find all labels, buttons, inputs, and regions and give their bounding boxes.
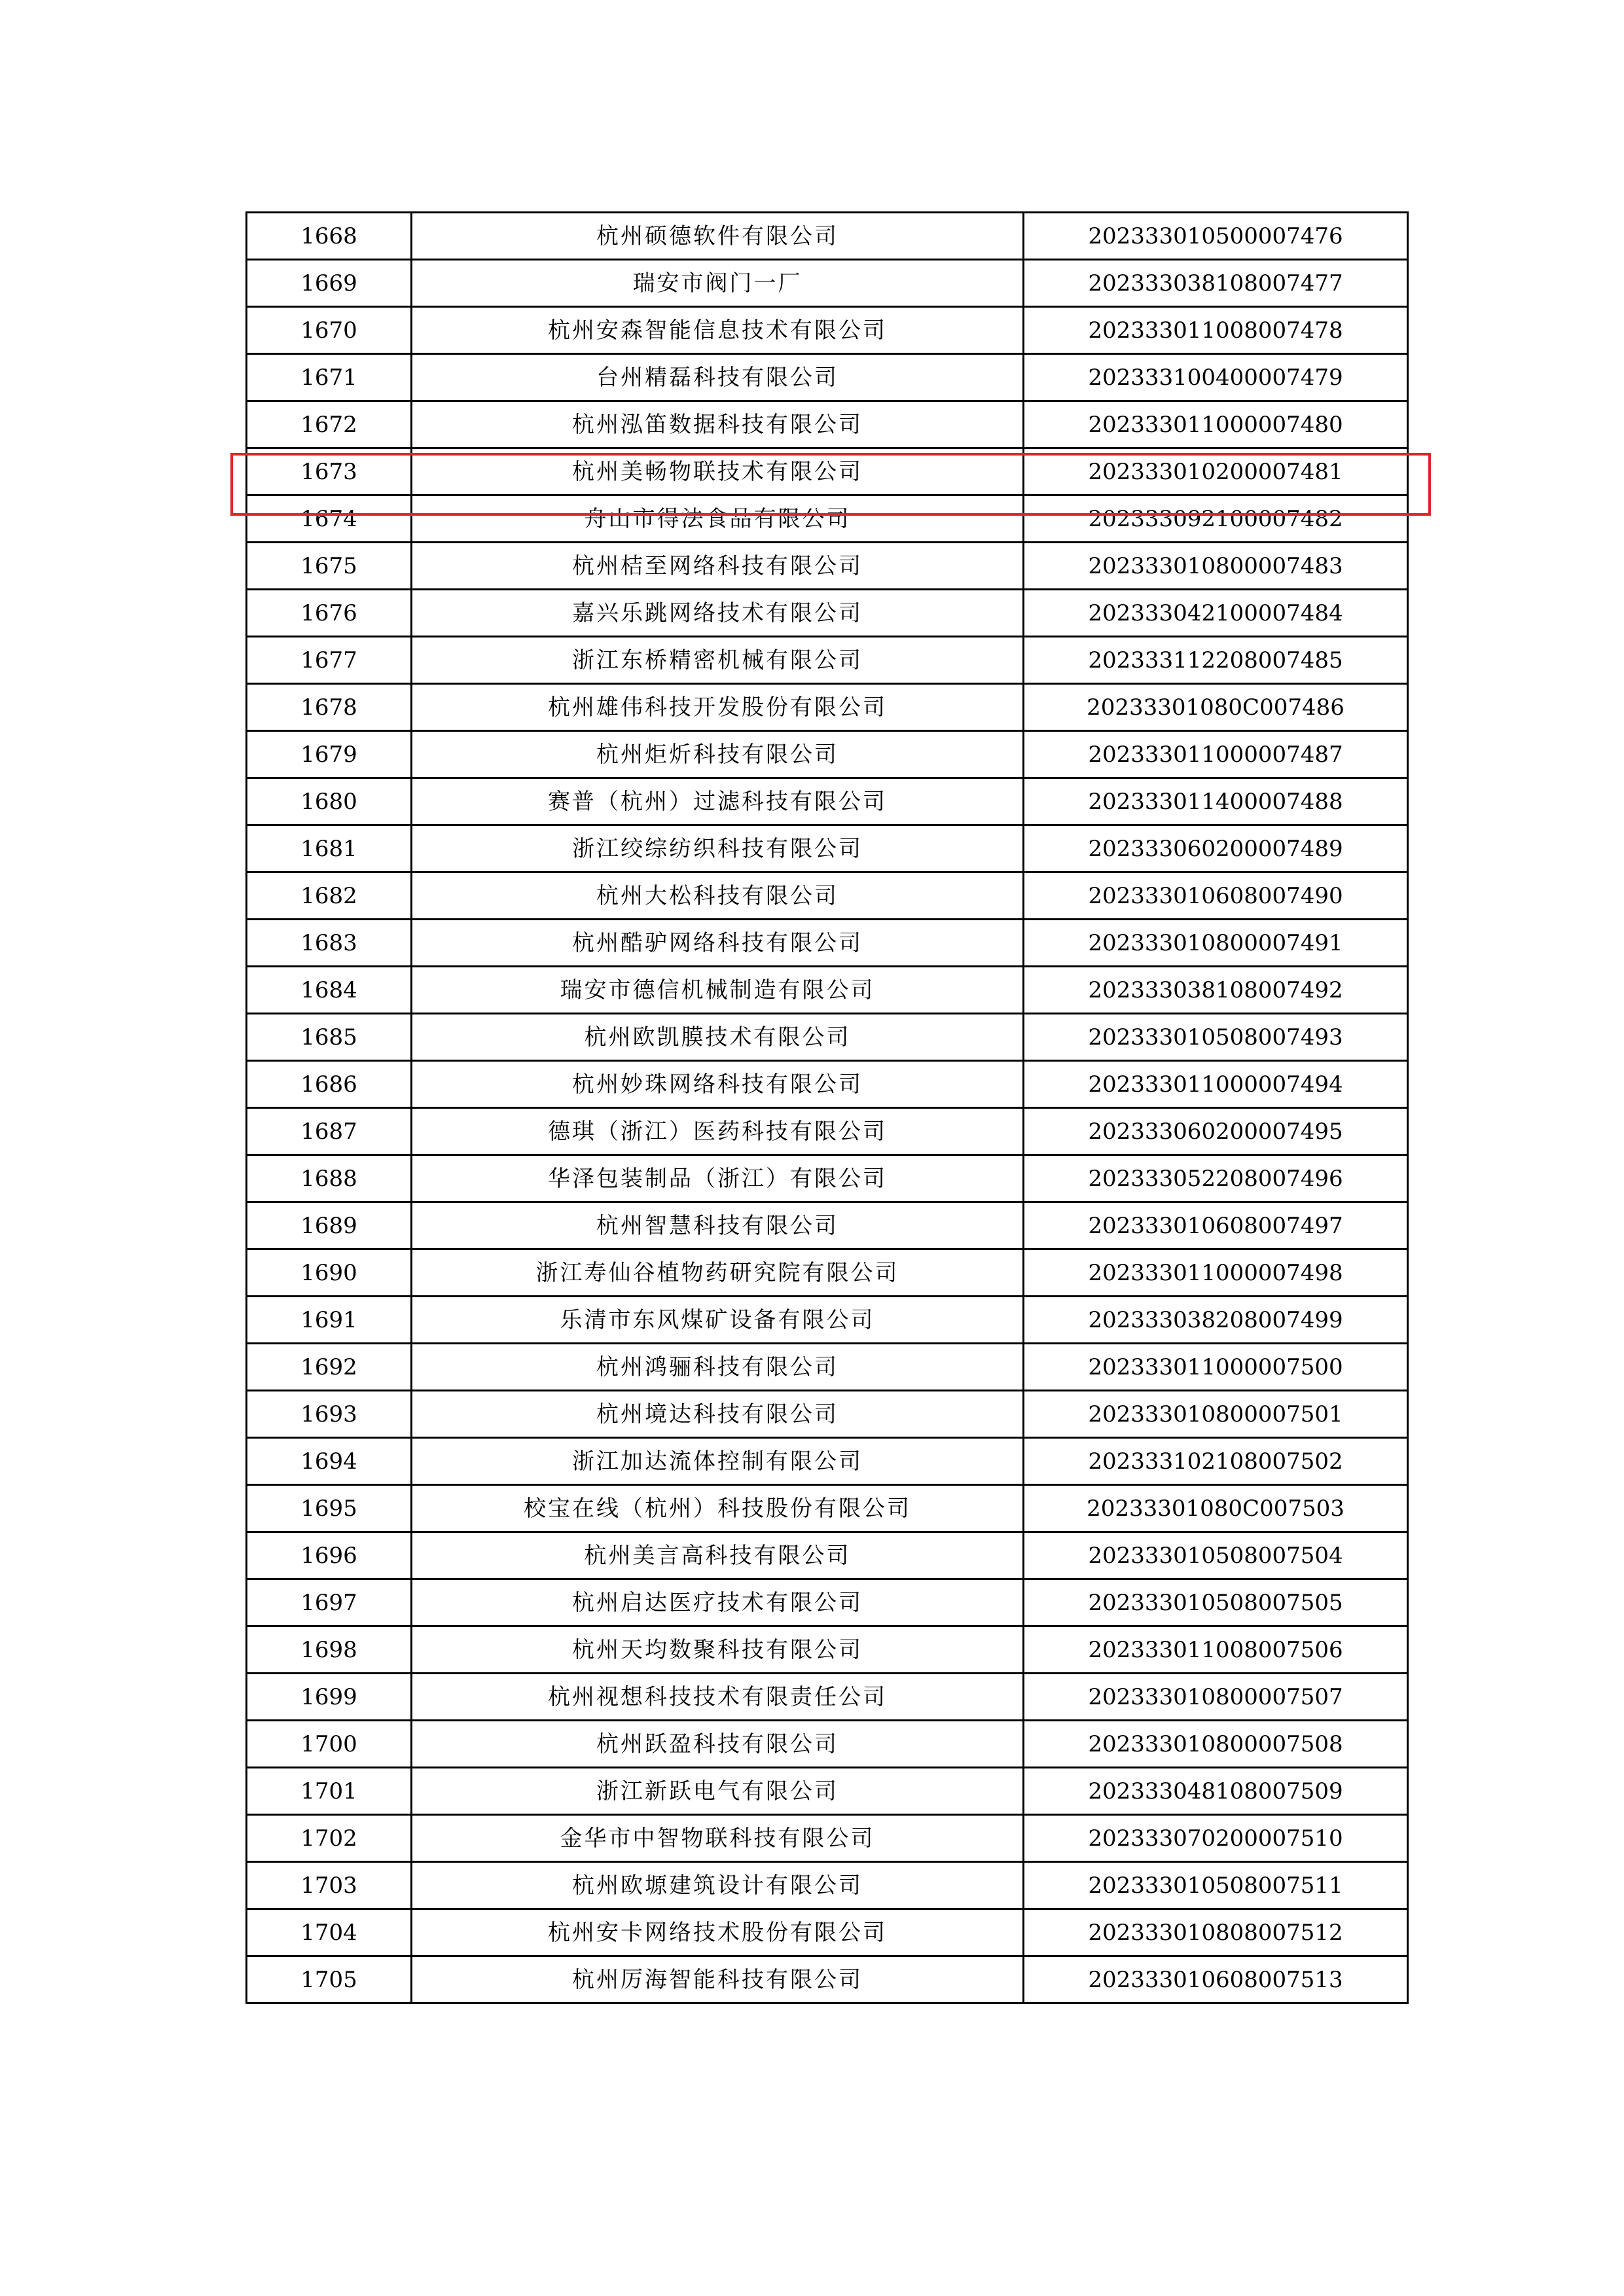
registration-code-cell: 202333011000007494: [1024, 1061, 1408, 1108]
registration-code-cell: 202333010608007497: [1024, 1202, 1408, 1249]
company-name-cell: 杭州鸿骊科技有限公司: [412, 1344, 1024, 1391]
company-name-cell: 嘉兴乐跳网络技术有限公司: [412, 590, 1024, 637]
table-row: [247, 1674, 1408, 1721]
table-row: [247, 1721, 1408, 1768]
table-row: [247, 1532, 1408, 1579]
table-row: [247, 1014, 1408, 1061]
row-number-cell: 1702: [247, 1815, 412, 1862]
table-row: [247, 1485, 1408, 1532]
registry-table-container: [245, 211, 1407, 2004]
table-row: [247, 1909, 1408, 1956]
table-row: [247, 778, 1408, 825]
company-name-cell: 杭州酷驴网络科技有限公司: [412, 920, 1024, 967]
company-name-cell: 舟山市得法食品有限公司: [412, 495, 1024, 543]
registration-code-cell: 202333010800007483: [1024, 543, 1408, 590]
company-name-cell: 杭州美畅物联技术有限公司: [412, 448, 1024, 495]
table-row: [247, 213, 1408, 260]
company-name-cell: 杭州安卡网络技术股份有限公司: [412, 1909, 1024, 1956]
row-number-cell: 1670: [247, 307, 412, 354]
row-number-cell: 1682: [247, 872, 412, 920]
registration-code-cell: 202333010800007501: [1024, 1391, 1408, 1438]
company-name-cell: 杭州启达医疗技术有限公司: [412, 1579, 1024, 1626]
row-number-cell: 1681: [247, 825, 412, 872]
company-name-cell: 金华市中智物联科技有限公司: [412, 1815, 1024, 1862]
row-number-cell: 1692: [247, 1344, 412, 1391]
company-name-cell: 浙江东桥精密机械有限公司: [412, 637, 1024, 684]
table-row: [247, 1249, 1408, 1297]
registration-code-cell: 20233301080C007503: [1024, 1485, 1408, 1532]
table-row: [247, 1862, 1408, 1909]
company-name-cell: 校宝在线（杭州）科技股份有限公司: [412, 1485, 1024, 1532]
row-number-cell: 1684: [247, 967, 412, 1014]
row-number-cell: 1705: [247, 1956, 412, 2003]
registration-code-cell: 202333038108007492: [1024, 967, 1408, 1014]
registration-code-cell: 202333011000007500: [1024, 1344, 1408, 1391]
table-row: [247, 1344, 1408, 1391]
table-row: [247, 1579, 1408, 1626]
table-row: [247, 1202, 1408, 1249]
registration-code-cell: 202333010508007504: [1024, 1532, 1408, 1579]
table-row: [247, 1108, 1408, 1155]
registration-code-cell: 202333102108007502: [1024, 1438, 1408, 1485]
company-name-cell: 杭州境达科技有限公司: [412, 1391, 1024, 1438]
company-name-cell: 杭州智慧科技有限公司: [412, 1202, 1024, 1249]
company-name-cell: 华泽包装制品（浙江）有限公司: [412, 1155, 1024, 1202]
table-row: [247, 260, 1408, 307]
registration-code-cell: 202333038208007499: [1024, 1297, 1408, 1344]
row-number-cell: 1689: [247, 1202, 412, 1249]
row-number-cell: 1673: [247, 448, 412, 495]
registration-code-cell: 202333038108007477: [1024, 260, 1408, 307]
registration-code-cell: 202333060200007495: [1024, 1108, 1408, 1155]
table-row: [247, 307, 1408, 354]
row-number-cell: 1676: [247, 590, 412, 637]
registration-code-cell: 202333092100007482: [1024, 495, 1408, 543]
table-row: [247, 354, 1408, 401]
table-row: [247, 1815, 1408, 1862]
registration-code-cell: 202333011000007487: [1024, 731, 1408, 778]
company-name-cell: 瑞安市德信机械制造有限公司: [412, 967, 1024, 1014]
company-name-cell: 杭州跃盈科技有限公司: [412, 1721, 1024, 1768]
table-row: [247, 684, 1408, 731]
registry-table: [245, 211, 1409, 2004]
table-row: [247, 731, 1408, 778]
row-number-cell: 1679: [247, 731, 412, 778]
table-row: [247, 637, 1408, 684]
row-number-cell: 1695: [247, 1485, 412, 1532]
row-number-cell: 1703: [247, 1862, 412, 1909]
registration-code-cell: 202333112208007485: [1024, 637, 1408, 684]
registration-code-cell: 202333010508007493: [1024, 1014, 1408, 1061]
company-name-cell: 台州精磊科技有限公司: [412, 354, 1024, 401]
registration-code-cell: 202333010500007476: [1024, 213, 1408, 260]
registration-code-cell: 202333010608007490: [1024, 872, 1408, 920]
row-number-cell: 1700: [247, 1721, 412, 1768]
registration-code-cell: 202333010808007512: [1024, 1909, 1408, 1956]
registration-code-cell: 202333010800007507: [1024, 1674, 1408, 1721]
row-number-cell: 1691: [247, 1297, 412, 1344]
registration-code-cell: 202333048108007509: [1024, 1768, 1408, 1815]
row-number-cell: 1671: [247, 354, 412, 401]
row-number-cell: 1680: [247, 778, 412, 825]
company-name-cell: 浙江加达流体控制有限公司: [412, 1438, 1024, 1485]
table-row: [247, 590, 1408, 637]
table-row: [247, 1061, 1408, 1108]
registration-code-cell: 202333042100007484: [1024, 590, 1408, 637]
registry-table-body: [247, 213, 1408, 2003]
table-row: [247, 920, 1408, 967]
row-number-cell: 1677: [247, 637, 412, 684]
row-number-cell: 1675: [247, 543, 412, 590]
registration-code-cell: 202333010608007513: [1024, 1956, 1408, 2003]
row-number-cell: 1683: [247, 920, 412, 967]
row-number-cell: 1699: [247, 1674, 412, 1721]
company-name-cell: 杭州视想科技技术有限责任公司: [412, 1674, 1024, 1721]
registration-code-cell: 202333011000007480: [1024, 401, 1408, 448]
company-name-cell: 浙江新跃电气有限公司: [412, 1768, 1024, 1815]
company-name-cell: 杭州妙珠网络科技有限公司: [412, 1061, 1024, 1108]
registration-code-cell: 202333060200007489: [1024, 825, 1408, 872]
company-name-cell: 杭州硕德软件有限公司: [412, 213, 1024, 260]
table-row: [247, 1297, 1408, 1344]
company-name-cell: 德琪（浙江）医药科技有限公司: [412, 1108, 1024, 1155]
row-number-cell: 1674: [247, 495, 412, 543]
company-name-cell: 杭州安森智能信息技术有限公司: [412, 307, 1024, 354]
row-number-cell: 1693: [247, 1391, 412, 1438]
company-name-cell: 杭州欧塬建筑设计有限公司: [412, 1862, 1024, 1909]
company-name-cell: 瑞安市阀门一厂: [412, 260, 1024, 307]
row-number-cell: 1698: [247, 1626, 412, 1674]
registration-code-cell: 202333011000007498: [1024, 1249, 1408, 1297]
row-number-cell: 1704: [247, 1909, 412, 1956]
row-number-cell: 1685: [247, 1014, 412, 1061]
table-row: [247, 967, 1408, 1014]
company-name-cell: 浙江绞综纺织科技有限公司: [412, 825, 1024, 872]
company-name-cell: 杭州欧凯膜技术有限公司: [412, 1014, 1024, 1061]
row-number-cell: 1688: [247, 1155, 412, 1202]
table-row: [247, 1768, 1408, 1815]
company-name-cell: 浙江寿仙谷植物药研究院有限公司: [412, 1249, 1024, 1297]
company-name-cell: 赛普（杭州）过滤科技有限公司: [412, 778, 1024, 825]
registration-code-cell: 202333100400007479: [1024, 354, 1408, 401]
registration-code-cell: 20233301080C007486: [1024, 684, 1408, 731]
row-number-cell: 1701: [247, 1768, 412, 1815]
table-row: [247, 1956, 1408, 2003]
company-name-cell: 杭州泓笛数据科技有限公司: [412, 401, 1024, 448]
registration-code-cell: 202333010200007481: [1024, 448, 1408, 495]
registration-code-cell: 202333010800007508: [1024, 1721, 1408, 1768]
row-number-cell: 1669: [247, 260, 412, 307]
company-name-cell: 杭州大松科技有限公司: [412, 872, 1024, 920]
row-number-cell: 1694: [247, 1438, 412, 1485]
table-row: [247, 543, 1408, 590]
registration-code-cell: 202333010508007511: [1024, 1862, 1408, 1909]
row-number-cell: 1687: [247, 1108, 412, 1155]
table-row: [247, 825, 1408, 872]
table-row: [247, 401, 1408, 448]
company-name-cell: 杭州厉海智能科技有限公司: [412, 1956, 1024, 2003]
registration-code-cell: 202333010800007491: [1024, 920, 1408, 967]
registration-code-cell: 202333052208007496: [1024, 1155, 1408, 1202]
table-row: [247, 872, 1408, 920]
row-number-cell: 1678: [247, 684, 412, 731]
company-name-cell: 杭州炬炘科技有限公司: [412, 731, 1024, 778]
registration-code-cell: 202333011008007478: [1024, 307, 1408, 354]
table-row: [247, 1155, 1408, 1202]
registration-code-cell: 202333070200007510: [1024, 1815, 1408, 1862]
row-number-cell: 1690: [247, 1249, 412, 1297]
table-row: [247, 448, 1408, 495]
row-number-cell: 1696: [247, 1532, 412, 1579]
row-number-cell: 1697: [247, 1579, 412, 1626]
table-row: [247, 1391, 1408, 1438]
company-name-cell: 杭州桔至网络科技有限公司: [412, 543, 1024, 590]
table-row: [247, 1626, 1408, 1674]
company-name-cell: 乐清市东风煤矿设备有限公司: [412, 1297, 1024, 1344]
company-name-cell: 杭州天均数聚科技有限公司: [412, 1626, 1024, 1674]
company-name-cell: 杭州美言高科技有限公司: [412, 1532, 1024, 1579]
row-number-cell: 1668: [247, 213, 412, 260]
registration-code-cell: 202333010508007505: [1024, 1579, 1408, 1626]
registration-code-cell: 202333011400007488: [1024, 778, 1408, 825]
row-number-cell: 1672: [247, 401, 412, 448]
table-row: [247, 495, 1408, 543]
registration-code-cell: 202333011008007506: [1024, 1626, 1408, 1674]
company-name-cell: 杭州雄伟科技开发股份有限公司: [412, 684, 1024, 731]
table-row: [247, 1438, 1408, 1485]
row-number-cell: 1686: [247, 1061, 412, 1108]
